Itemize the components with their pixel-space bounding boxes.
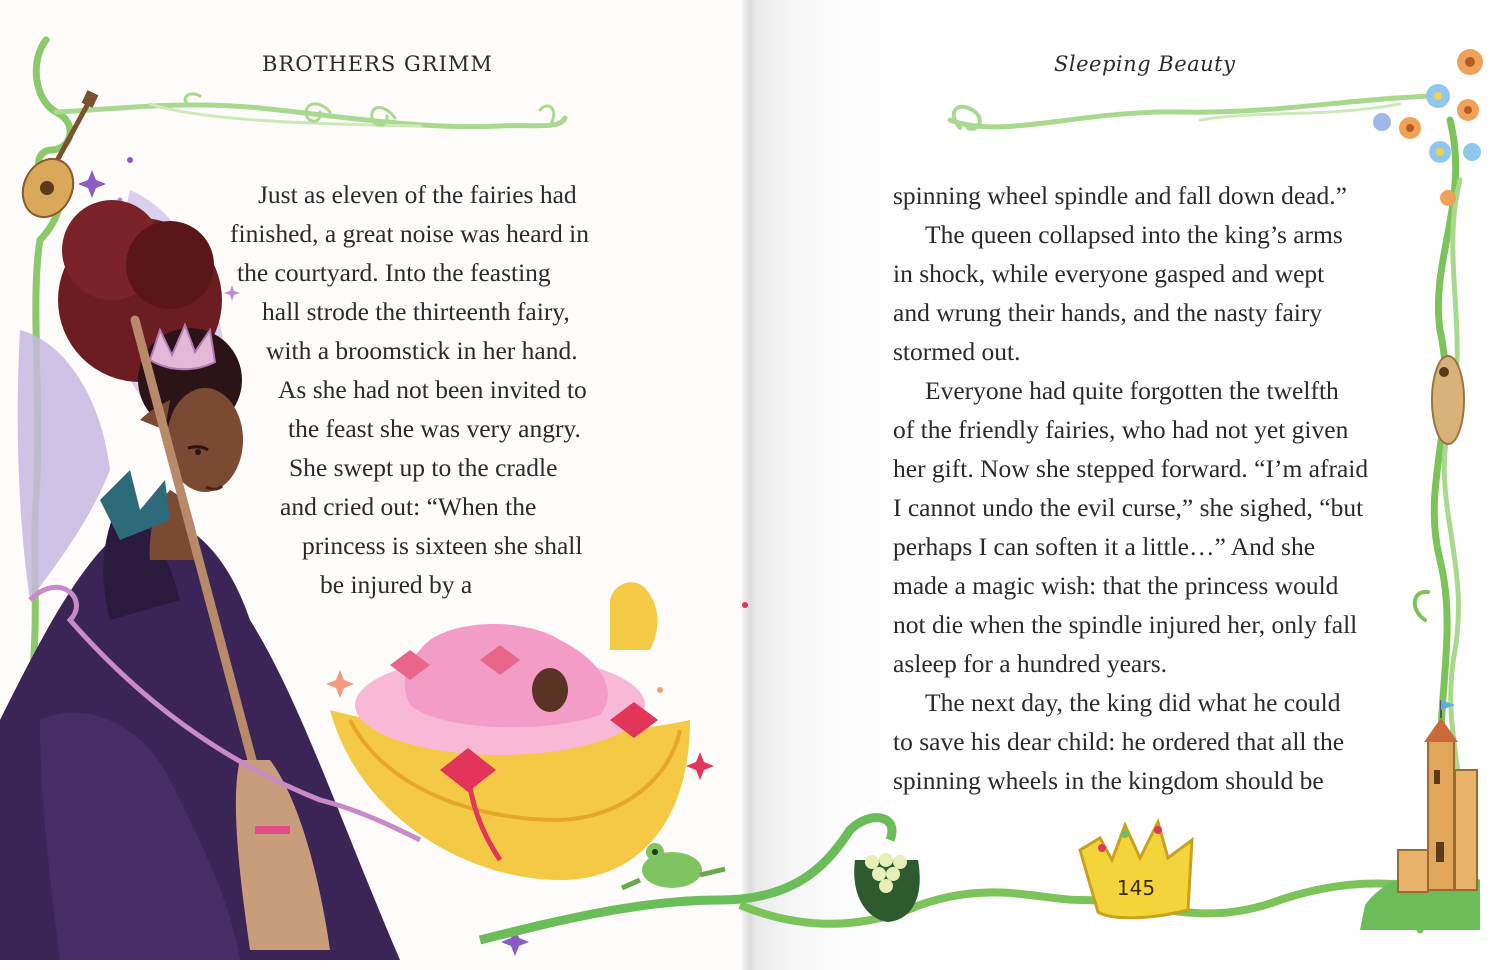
text-line: hall strode the thirteenth fairy, xyxy=(262,297,570,326)
text-line: her gift. Now she stepped forward. “I’m afraid xyxy=(893,454,1369,483)
text-line: Just as eleven of the fairies had xyxy=(258,180,577,209)
text-line: I cannot undo the evil curse,” she sighed, “but xyxy=(893,493,1364,522)
text-line: of the friendly fairies, who had not yet given xyxy=(893,415,1349,444)
cradle-with-baby xyxy=(330,582,690,880)
text-line: The next day, the king did what he could xyxy=(925,688,1341,717)
crown-icon xyxy=(1080,822,1192,918)
text-line: spinning wheels in the kingdom should be xyxy=(893,766,1324,795)
text-line: be injured by a xyxy=(320,570,473,599)
text-line: asleep for a hundred years. xyxy=(893,649,1168,678)
text-line: to save his dear child: he ordered that all the xyxy=(893,727,1345,756)
text-line: finished, a great noise was heard in xyxy=(230,219,590,248)
text-line: with a broomstick in her hand. xyxy=(266,336,578,365)
text-line: As she had not been invited to xyxy=(278,375,587,404)
page-number: 145 xyxy=(1116,876,1156,900)
text-line: perhaps I can soften it a little…” And she xyxy=(893,532,1316,561)
text-line: princess is sixteen she shall xyxy=(302,531,583,560)
text-line: She swept up to the cradle xyxy=(289,453,558,482)
text-line: and cried out: “When the xyxy=(280,492,537,521)
text-line: made a magic wish: that the princess would xyxy=(893,571,1339,600)
text-line: in shock, while everyone gasped and wept xyxy=(893,259,1325,288)
flower-cluster-icon xyxy=(1373,49,1483,206)
text-line: Everyone had quite forgotten the twelfth xyxy=(925,376,1339,405)
castle-tower-icon xyxy=(1360,700,1480,930)
text-line: not die when the spindle injured her, only fall xyxy=(893,610,1358,639)
text-line: spinning wheel spindle and fall down dead.” xyxy=(893,181,1347,210)
owl-icon xyxy=(1432,356,1464,444)
running-head-left: BROTHERS GRIMM xyxy=(262,52,493,76)
text-line: the courtyard. Into the feasting xyxy=(237,258,551,287)
text-line: the feast she was very angry. xyxy=(288,414,581,443)
text-line: stormed out. xyxy=(893,337,1021,366)
text-line: The queen collapsed into the king’s arms xyxy=(925,220,1343,249)
running-head-right: Sleeping Beauty xyxy=(1054,52,1236,76)
text-line: and wrung their hands, and the nasty fairy xyxy=(893,298,1323,327)
